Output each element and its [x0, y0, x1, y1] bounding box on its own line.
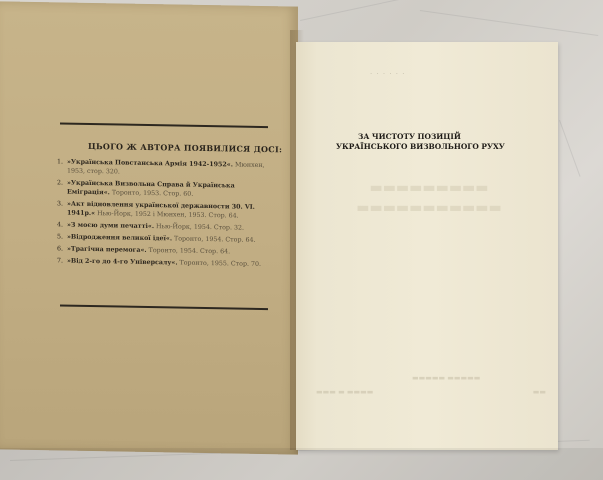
book-title: »Акт відновлення української державности 30. VI. 1941р.«	[67, 200, 255, 218]
book-list-item	[57, 244, 272, 257]
book-number: 3.	[57, 200, 64, 208]
book-details: Нью-Йорк, 1954. Стор. 32.	[156, 223, 244, 232]
title-line-1: ЗА ЧИСТОТУ ПОЗИЦІЙ	[358, 132, 461, 141]
table-edge	[0, 448, 603, 480]
title-block	[336, 132, 536, 152]
book-details: Торонто, 1955. Стор. 70.	[179, 259, 262, 268]
book-title: »Відродження великої ідеї«.	[67, 233, 173, 243]
book-list-item	[57, 232, 272, 245]
book-details: Торонто, 1954. Стор. 64.	[174, 235, 256, 244]
book-list-item	[57, 256, 272, 269]
book-title: »Українська Визвольна Справа й Українська Еміграція«.	[67, 179, 235, 197]
left-page	[0, 1, 298, 454]
book-number: 5.	[57, 233, 64, 241]
book-details: Нью-Йорк, 1952 і Мюнхен, 1953. Стор. 64.	[97, 210, 239, 220]
book-number: 4.	[57, 221, 64, 229]
book-number: 7.	[57, 257, 64, 265]
book-number: 6.	[57, 245, 64, 253]
book-title: »З моєю думи печатті«.	[67, 221, 155, 231]
books-heading: ЦЬОГО Ж АВТОРА ПОЯВИЛИСЯ ДОСІ:	[88, 140, 283, 155]
right-page: · · · · · · ЗА ЧИСТОТУ ПОЗИЦІЙ УКРАЇНСЬКОГО ВИЗВОЛЬНОГО РУХУ ▬▬▬▬▬▬▬▬▬ ▬▬▬▬▬▬▬▬▬▬▬ ▬▬▬ ▬ ▬▬▬▬ ▬▬▬▬▬ ▬▬▬▬▬ ▬▬	[296, 42, 558, 450]
book-title: »Від 2-го до 4-го Універсалу«.	[67, 257, 178, 267]
book-details: Мюнхен, 1953, стор. 320.	[67, 161, 265, 176]
bottom-rule	[60, 304, 268, 310]
top-rule	[60, 122, 268, 128]
book-details: Торонто, 1953. Стор. 60.	[111, 189, 194, 198]
show-through-text: ▬▬▬▬▬▬▬▬▬ ▬▬▬▬▬▬▬▬▬▬▬	[356, 180, 502, 216]
book-list-item	[57, 199, 272, 221]
book-number: 2.	[57, 179, 64, 187]
faint-author-name: · · · · · ·	[370, 70, 406, 78]
book-title: »Українська Повстанська Армія 1942-1952«.	[67, 158, 233, 169]
book-list-item	[57, 220, 272, 233]
title-line-2: УКРАЇНСЬКОГО ВИЗВОЛЬНОГО РУХУ	[336, 142, 505, 151]
book-number: 1.	[57, 158, 64, 166]
book-details: Торонто, 1954. Стор. 64.	[148, 246, 231, 256]
book-list-item	[57, 157, 272, 179]
book-list	[57, 157, 272, 272]
book-list-item	[57, 178, 272, 200]
book-title: »Трагічна перемога«.	[67, 245, 147, 254]
